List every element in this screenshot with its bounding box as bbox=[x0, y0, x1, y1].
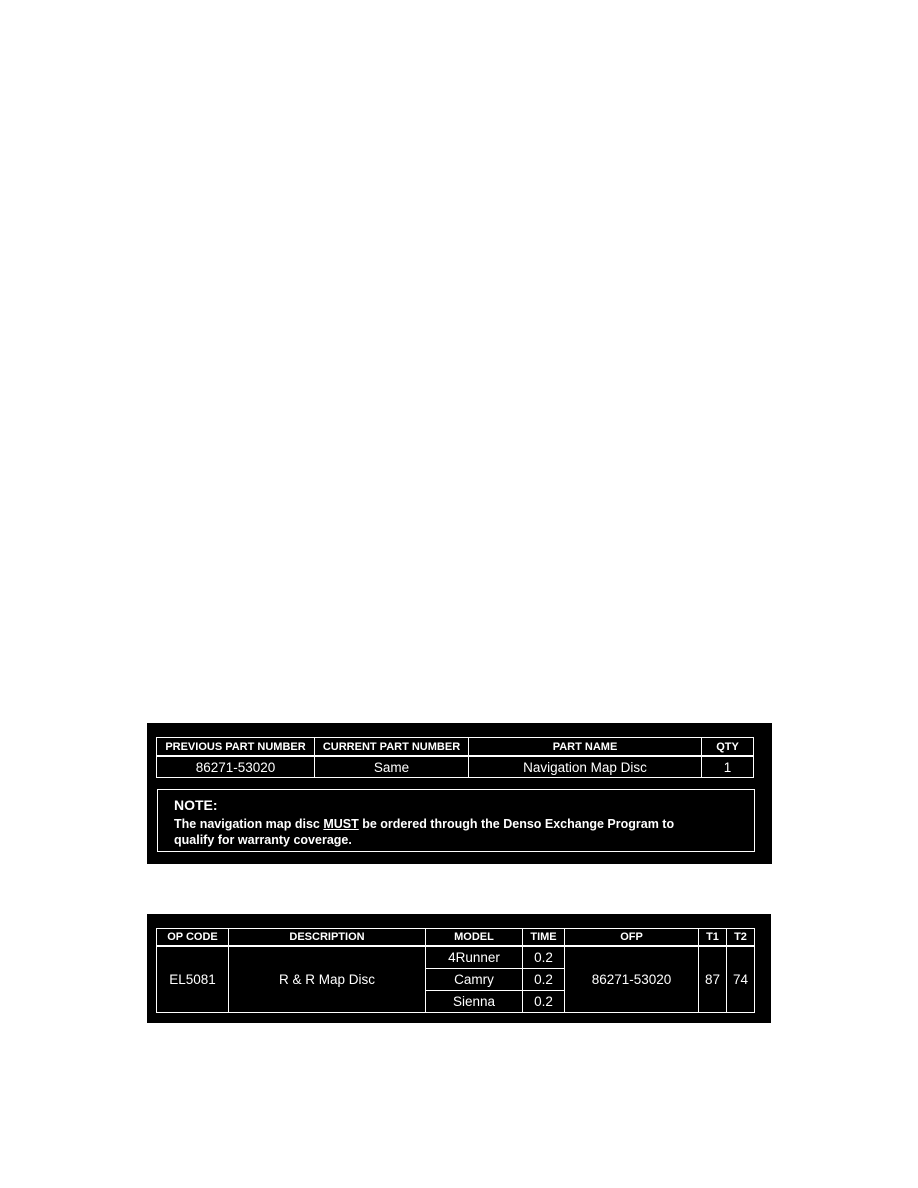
description-cell: R & R Map Disc bbox=[229, 946, 426, 1013]
note-text-line2: qualify for warranty coverage. bbox=[174, 833, 352, 847]
labor-table bbox=[156, 928, 755, 1013]
model-cell: 4Runner bbox=[426, 946, 523, 969]
labor-header-row bbox=[157, 929, 755, 947]
t1-cell: 87 bbox=[699, 946, 727, 1013]
current-part-number-cell: Same bbox=[315, 756, 469, 778]
model-cell: Sienna bbox=[426, 991, 523, 1013]
qty-cell: 1 bbox=[702, 756, 754, 778]
time-cell: 0.2 bbox=[523, 969, 565, 991]
header-ofp: OFP bbox=[565, 929, 699, 947]
header-qty: QTY bbox=[702, 738, 754, 757]
note-text bbox=[174, 816, 754, 848]
header-current-part-number: CURRENT PART NUMBER bbox=[315, 738, 469, 757]
note-text-part: be ordered through the Denso Exchange Program to bbox=[358, 817, 675, 831]
header-previous-part-number: PREVIOUS PART NUMBER bbox=[157, 738, 315, 757]
table-row bbox=[157, 756, 754, 778]
parts-header-row bbox=[157, 738, 754, 757]
note-title: NOTE: bbox=[174, 797, 218, 813]
note-emphasis: MUST bbox=[323, 817, 359, 831]
header-model: MODEL bbox=[426, 929, 523, 947]
part-name-cell: Navigation Map Disc bbox=[469, 756, 702, 778]
header-op-code: OP CODE bbox=[157, 929, 229, 947]
time-cell: 0.2 bbox=[523, 946, 565, 969]
time-cell: 0.2 bbox=[523, 991, 565, 1013]
header-t2: T2 bbox=[727, 929, 755, 947]
header-part-name: PART NAME bbox=[469, 738, 702, 757]
op-code-cell: EL5081 bbox=[157, 946, 229, 1013]
header-time: TIME bbox=[523, 929, 565, 947]
header-t1: T1 bbox=[699, 929, 727, 947]
parts-panel bbox=[147, 723, 772, 864]
note-text-part: The navigation map disc bbox=[174, 817, 324, 831]
table-row bbox=[157, 946, 755, 969]
labor-panel bbox=[147, 914, 771, 1023]
t2-cell: 74 bbox=[727, 946, 755, 1013]
previous-part-number-cell: 86271-53020 bbox=[157, 756, 315, 778]
note-box bbox=[157, 789, 755, 852]
parts-table bbox=[156, 737, 754, 778]
ofp-cell: 86271-53020 bbox=[565, 946, 699, 1013]
header-description: DESCRIPTION bbox=[229, 929, 426, 947]
model-cell: Camry bbox=[426, 969, 523, 991]
